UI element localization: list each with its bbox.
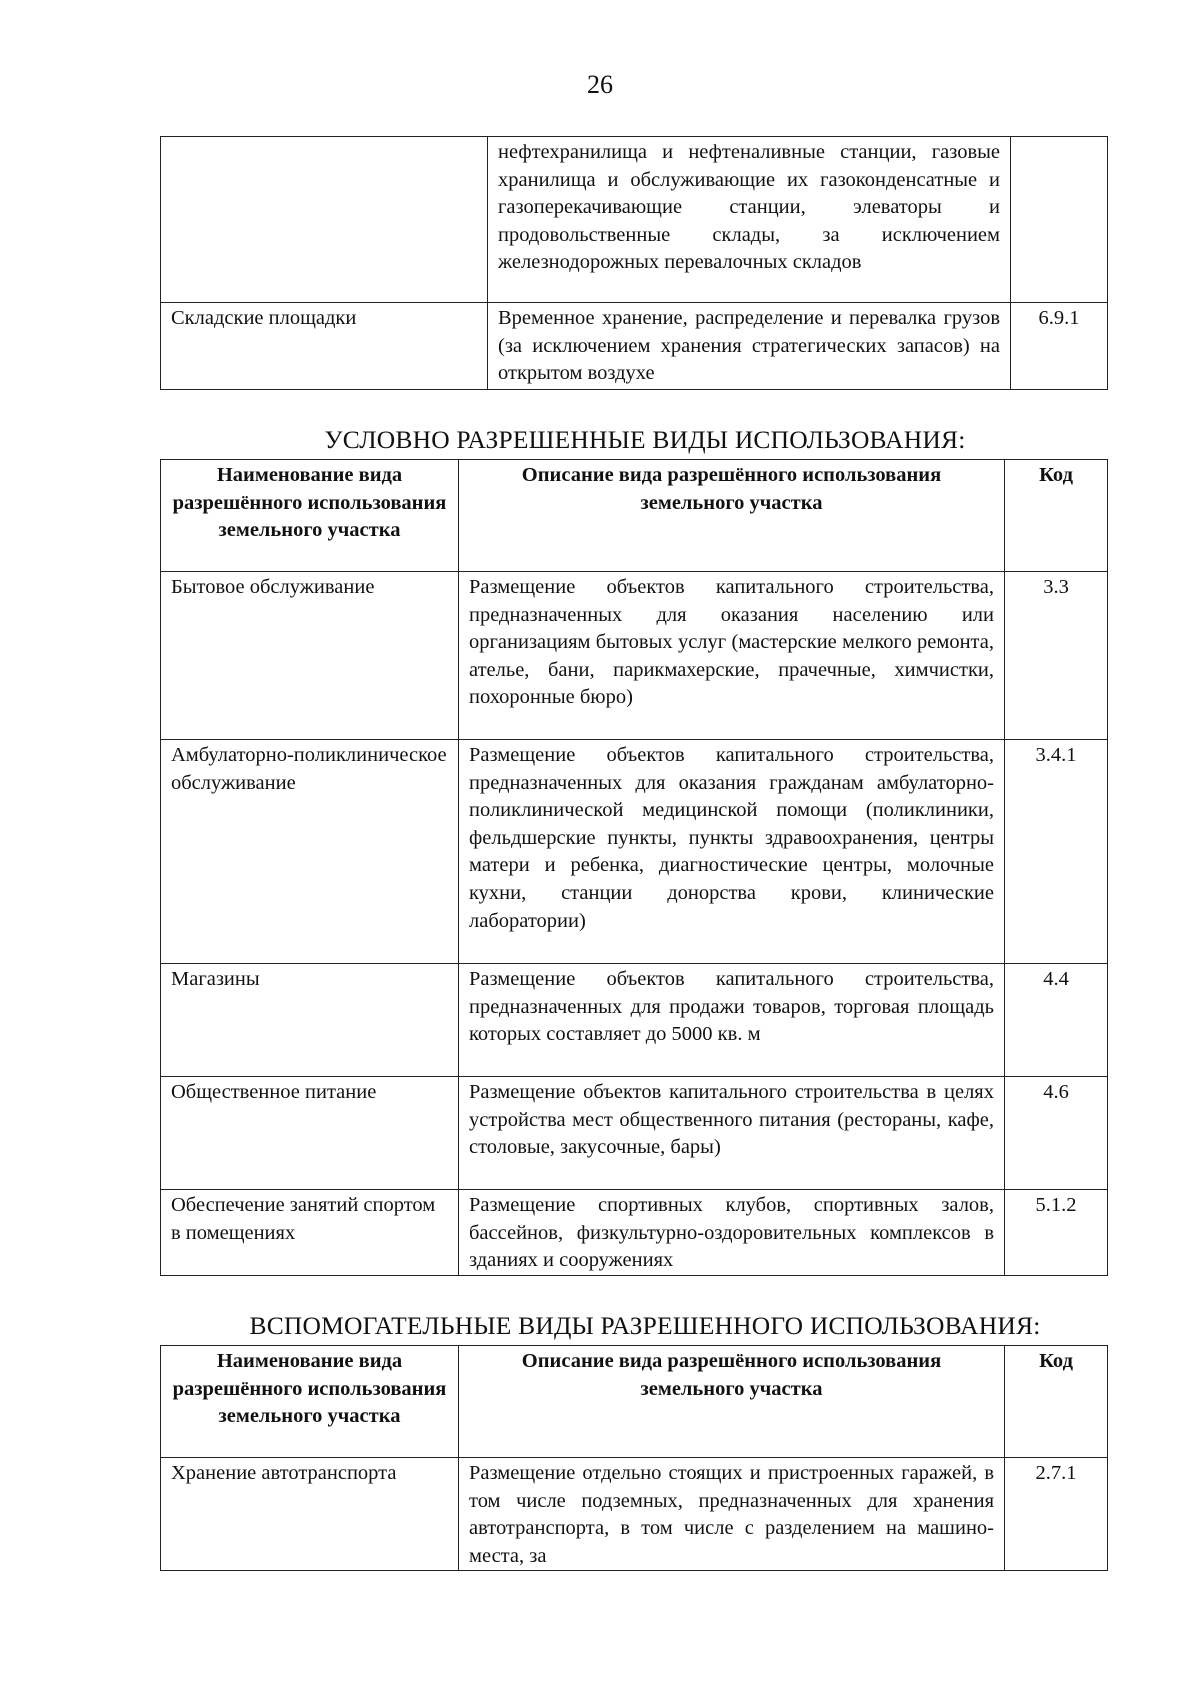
table-row <box>161 964 1108 1077</box>
table-header-row <box>161 1346 1108 1458</box>
code-cell: 3.3 <box>1005 572 1108 740</box>
page-number: 26 <box>587 70 613 99</box>
name-cell: Хранение автотранспорта <box>161 1458 459 1571</box>
description-cell: Размещение отдельно стоящих и пристроенных гаражей, в том числе подземных, предназначенных для хранения автотранспорта, в том числе с разделением на машино-места, за <box>459 1458 1005 1571</box>
conditional-uses-heading: УСЛОВНО РАЗРЕШЕННЫЕ ВИДЫ ИСПОЛЬЗОВАНИЯ: <box>324 425 966 454</box>
description-cell: Размещение объектов капитального строительства в целях устройства мест общественного питания (рестораны, кафе, столовые, закусочные, бары) <box>459 1077 1005 1190</box>
code-cell: 4.4 <box>1005 964 1108 1077</box>
header-description: Описание вида разрешённого использования земельного участка <box>459 460 1005 572</box>
name-cell: Бытовое обслуживание <box>161 572 459 740</box>
conditional-uses-table <box>160 459 1108 1276</box>
code-cell <box>1011 137 1108 303</box>
code-cell: 4.6 <box>1005 1077 1108 1190</box>
code-cell: 6.9.1 <box>1011 303 1108 390</box>
name-cell: Общественное питание <box>161 1077 459 1190</box>
table-row <box>161 303 1108 390</box>
code-cell: 5.1.2 <box>1005 1190 1108 1276</box>
description-cell: Размещение объектов капитального строительства, предназначенных для оказания гражданам амбулаторно-поликлинической медицинской помощи (поликлиники, фельдшерские пункты, пункты здравоохранения, центры матери и ребенка, диагностические центры, молочные кухни, станции донорства крови, клинические лаборатории) <box>459 740 1005 964</box>
description-cell: нефтехранилища и нефтеналивные станции, газовые хранилища и обслуживающие их газоконденсатные и газоперекачивающие станции, элеваторы и продовольственные склады, за исключением железнодорожных перевалочных складов <box>488 137 1011 303</box>
header-name: Наименование вида разрешённого использования земельного участка <box>161 1346 459 1458</box>
description-cell: Временное хранение, распределение и перевалка грузов (за исключением хранения стратегических запасов) на открытом воздухе <box>488 303 1011 390</box>
name-cell: Амбулаторно-поликлиническое обслуживание <box>161 740 459 964</box>
table-row <box>161 1190 1108 1276</box>
header-description: Описание вида разрешённого использования земельного участка <box>459 1346 1005 1458</box>
description-cell: Размещение спортивных клубов, спортивных залов, бассейнов, физкультурно-оздоровительных комплексов в зданиях и сооружениях <box>459 1190 1005 1276</box>
auxiliary-uses-heading: ВСПОМОГАТЕЛЬНЫЕ ВИДЫ РАЗРЕШЕННОГО ИСПОЛЬЗОВАНИЯ: <box>249 1311 1041 1340</box>
continuation-table <box>160 136 1108 390</box>
auxiliary-uses-table <box>160 1345 1108 1571</box>
code-cell: 3.4.1 <box>1005 740 1108 964</box>
description-cell: Размещение объектов капитального строительства, предназначенных для продажи товаров, торговая площадь которых составляет до 5000 кв. м <box>459 964 1005 1077</box>
table-row <box>161 740 1108 964</box>
code-cell: 2.7.1 <box>1005 1458 1108 1571</box>
table-row <box>161 1458 1108 1571</box>
header-code: Код <box>1005 1346 1108 1458</box>
name-cell: Складские площадки <box>161 303 488 390</box>
name-cell: Магазины <box>161 964 459 1077</box>
name-cell: Обеспечение занятий спортом в помещениях <box>161 1190 459 1276</box>
description-cell: Размещение объектов капитального строительства, предназначенных для оказания населению или организациям бытовых услуг (мастерские мелкого ремонта, ателье, бани, парикмахерские, прачечные, химчистки, похоронные бюро) <box>459 572 1005 740</box>
table-row <box>161 1077 1108 1190</box>
header-name: Наименование вида разрешённого использования земельного участка <box>161 460 459 572</box>
name-cell <box>161 137 488 303</box>
table-header-row <box>161 460 1108 572</box>
table-row <box>161 572 1108 740</box>
header-code: Код <box>1005 460 1108 572</box>
table-row <box>161 137 1108 303</box>
